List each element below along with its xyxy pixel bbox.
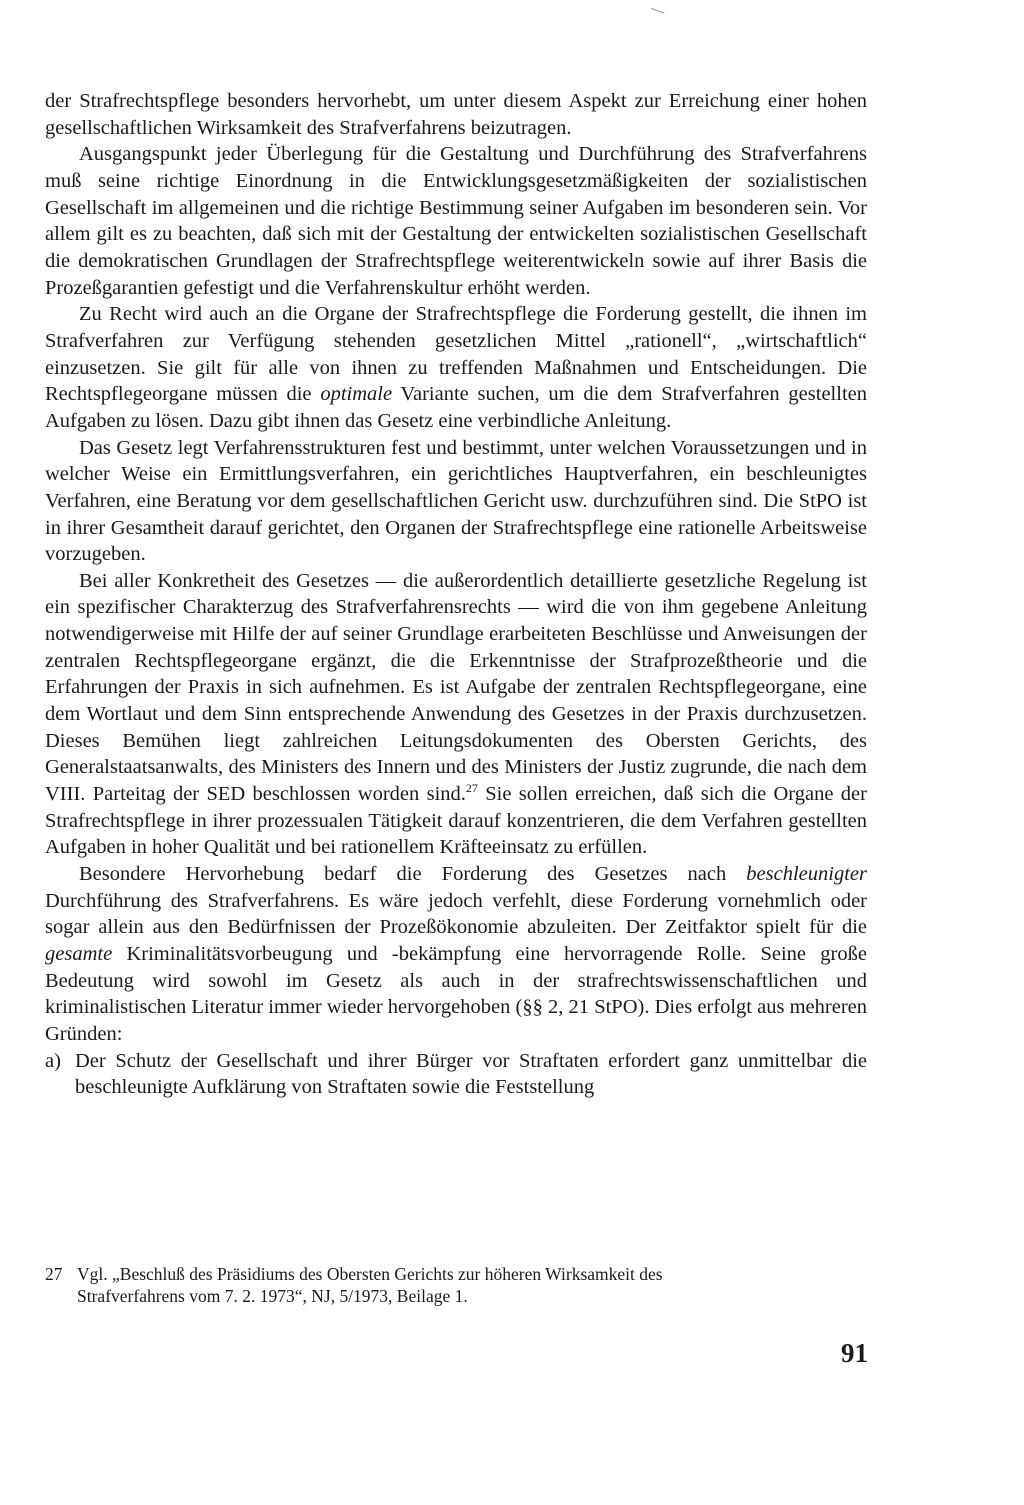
main-text bbox=[45, 88, 867, 1101]
paragraph-3-text-b: Variante suchen, um die dem Strafverfahren gestellten Aufgaben zu lösen. Dazu gibt ihnen das Gesetz eine verbindliche Anleitung. bbox=[45, 383, 867, 432]
paragraph-6 bbox=[45, 861, 867, 1048]
paragraph-3-text-a: Zu Recht wird auch an die Organe der Strafrechtspflege die Forderung gestellt, die ihnen im Strafverfahren zur Verfügung stehenden gesetzlichen Mittel „rationell“, „wirtschaftlich“ einzusetzen. Sie gilt für alle von ihnen zu treffenden Maßnahmen und Entscheidungen. Die Rechtspflegeorgane müssen die bbox=[45, 303, 867, 406]
footnote bbox=[45, 1263, 867, 1307]
paragraph-2: Ausgangspunkt jeder Überlegung für die Gestaltung und Durchführung des Strafverfahrens muß seine richtige Einordnung in die Entwicklungsgesetzmäßigkeiten der sozialistischen Gesellschaft im allgemeinen und die richtige Bestimmung seiner Aufgaben im besonderen sein. Vor allem gilt es zu beachten, daß sich mit der Gestaltung der entwickelten sozialistischen Gesellschaft die demokratischen Grundlagen der Strafrechtspflege weiterentwickeln sowie auf ihrer Basis die Prozeßgarantien gefestigt und die Verfahrenskultur erhöht werden. bbox=[45, 143, 867, 299]
list-item-text: Der Schutz der Gesellschaft und ihrer Bürger vor Straftaten erfordert ganz unmittelbar die beschleunigte Aufklärung von Straftaten sowie die Feststellung bbox=[75, 1049, 867, 1099]
footnote-reference[interactable]: 27 bbox=[465, 781, 478, 796]
list-item-a bbox=[45, 1048, 867, 1101]
footnote-number: 27 bbox=[45, 1264, 63, 1284]
list-marker: a) bbox=[45, 1049, 61, 1072]
paragraph-4: Das Gesetz legt Verfahrensstrukturen fest und bestimmt, unter welchen Voraussetzungen und in welcher Weise ein Ermittlungsverfahren, ein gerichtliches Hauptverfahren, ein beschleunigtes Verfahren, eine Beratung vor dem gesellschaftlichen Gericht usw. durchzuführen sind. Die StPO ist in ihrer Gesamtheit darauf gerichtet, den Organen der Strafrechtspflege eine rationelle Arbeitsweise vorzugeben. bbox=[45, 436, 867, 566]
footnote-line-1: Vgl. „Beschluß des Präsidiums des Obersten Gerichts zur höheren Wirksamkeit des bbox=[77, 1264, 663, 1284]
page-number: 91 bbox=[841, 1338, 868, 1368]
paragraph-6-text-c: Kriminalitätsvorbeugung und -bekämpfung eine hervorragende Rolle. Seine große Bedeutung wird sowohl im Gesetz als auch in der strafrechtswissenschaftlichen und kriminalistischen Literatur immer wieder hervorgehoben (§§ 2, 21 StPO). Dies erfolgt aus mehreren Gründen: bbox=[45, 943, 867, 1045]
paragraph-5 bbox=[45, 568, 867, 861]
paragraph-6-text-a: Besondere Hervorhebung bedarf die Forderung des Gesetzes nach bbox=[79, 863, 747, 886]
paragraph-6-emphasis-2: gesamte bbox=[45, 943, 113, 965]
paragraph-3 bbox=[45, 301, 867, 434]
paragraph-3-emphasis: optimale bbox=[320, 383, 393, 406]
footnote-line-2: Strafverfahrens vom 7. 2. 1973“, NJ, 5/1973, Beilage 1. bbox=[77, 1286, 468, 1306]
scan-artifact bbox=[648, 8, 665, 23]
paragraph-5-text-a: Bei aller Konkretheit des Gesetzes — die außerordentlich detaillierte gesetzliche Regelung ist ein spezifischer Charakterzug des Strafverfahrensrechts — wird die von ihm gegebene Anleitung notwendigerweise mit Hilfe der auf seiner Grundlage erarbeiteten Beschlüsse und Anweisungen der zentralen Rechtspflegeorgane ergänzt, die die Erkenntnisse der Strafprozeßtheorie und die Erfahrungen der Praxis in sich aufnehmen. Es ist Aufgabe der zentralen Rechtspflegeorgane, eine dem Wortlaut und dem Sinn entsprechende Anwendung des Gesetzes in der Praxis durchzusetzen. Dieses Bemühen liegt zahlreichen Leitungsdokumenten des Obersten Gerichts, des Generalstaatsanwalts, des Ministers des Innern und des Ministers der Justiz zugrunde, die nach dem VIII. Parteitag der SED beschlossen worden sind. bbox=[45, 569, 867, 806]
paragraph-6-emphasis-1: beschleunigter bbox=[746, 863, 867, 886]
paragraph-5-text-b: Sie sollen erreichen, daß sich die Organe der Strafrechtspflege in ihrer prozessualen Tätigkeit darauf konzentrieren, die dem Verfahren gestellten Aufgaben in hoher Qualität und bei rationellem Kräfteeinsatz zu erfüllen. bbox=[45, 783, 867, 859]
paragraph-6-text-b: Durchführung des Strafverfahrens. Es wäre jedoch verfehlt, diese Forderung vornehmlich oder sogar allein aus den Bedürfnissen der Prozeßökonomie abzuleiten. Der Zeitfaktor spielt für die bbox=[45, 889, 867, 939]
paragraph-1: der Strafrechtspflege besonders hervorhebt, um unter diesem Aspekt zur Erreichung einer hohen gesellschaftlichen Wirksamkeit des Strafverfahrens beizutragen. bbox=[45, 90, 867, 139]
